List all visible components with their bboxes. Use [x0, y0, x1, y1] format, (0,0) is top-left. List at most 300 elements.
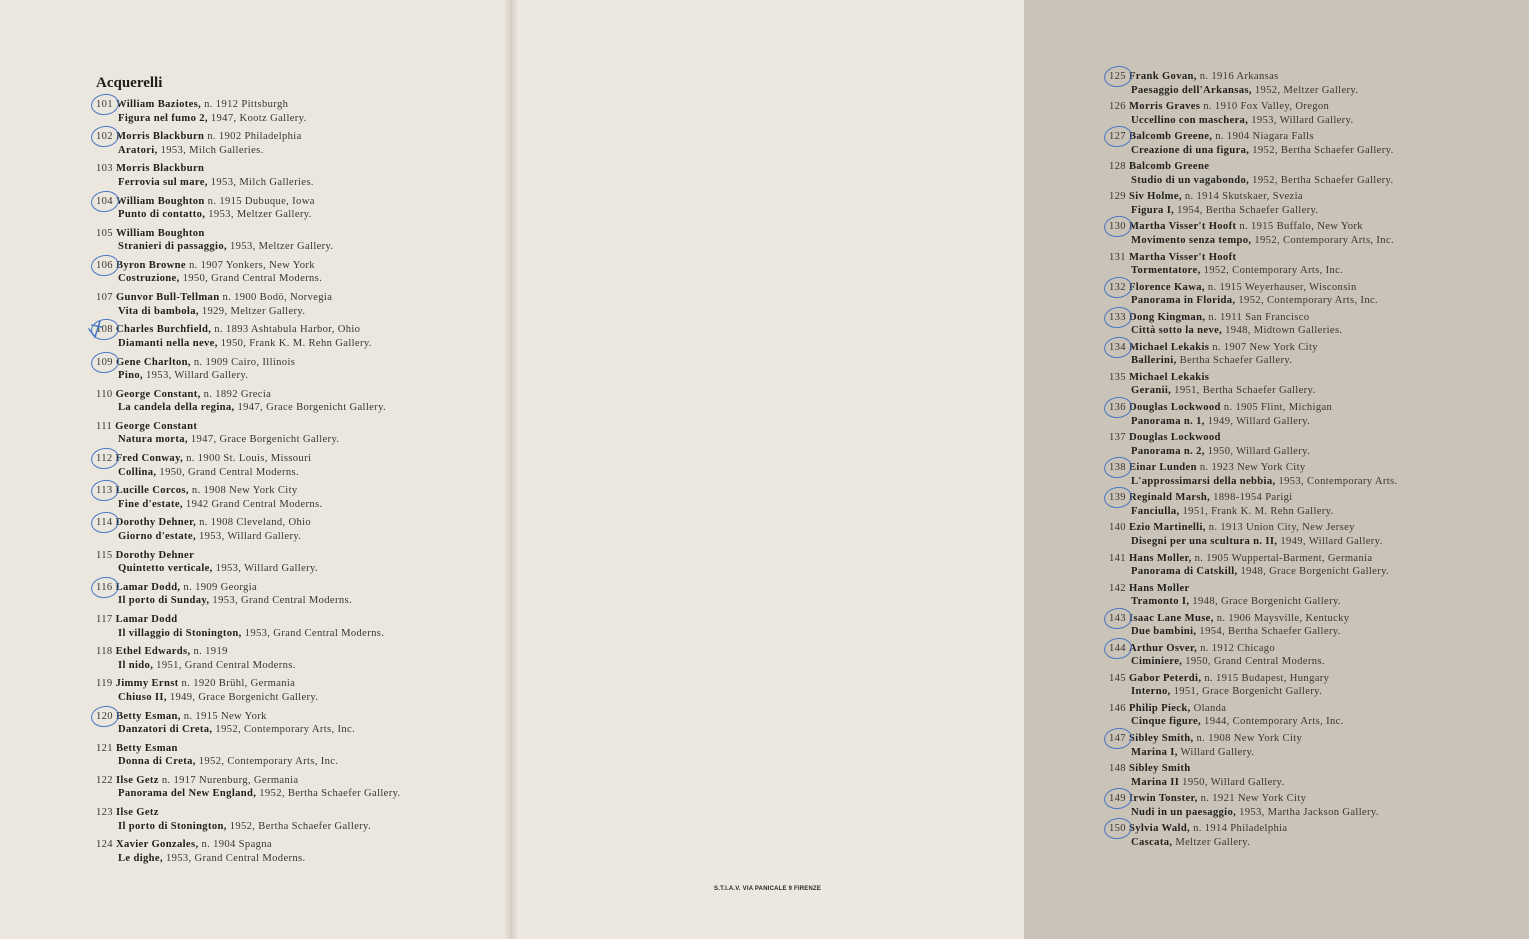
artist-details: n. 1914 Philadelphia	[1190, 823, 1288, 835]
artist-details: n. 1893 Ashtabula Harbor, Ohio	[211, 324, 361, 336]
artist-details: n. 1907 New York City	[1209, 341, 1318, 353]
work-info: 1947, Grace Borgenicht Gallery.	[234, 402, 387, 414]
entry-number: 106	[96, 259, 113, 271]
artist-details: n. 1915 Budapest, Hungary	[1201, 672, 1330, 684]
entry-number: 107	[96, 292, 113, 304]
catalog-entry	[1109, 612, 1529, 642]
entry-number: 132	[1109, 281, 1126, 293]
work-info: 1944, Contemporary Arts, Inc.	[1201, 716, 1344, 728]
entry-number: 134	[1109, 341, 1126, 353]
entry-artist-line	[1109, 792, 1529, 806]
work-info: 1953, Meltzer Gallery.	[205, 209, 312, 221]
entry-number: 108	[96, 324, 113, 336]
entry-work-line	[96, 176, 496, 190]
entry-artist-line	[1109, 311, 1529, 325]
catalog-entry	[1109, 461, 1529, 491]
entry-work-line	[96, 240, 496, 254]
entry-work-line	[96, 369, 496, 383]
work-title: Punto di contatto,	[118, 209, 206, 221]
catalog-entry	[1109, 251, 1529, 281]
entry-artist-line	[96, 645, 496, 659]
entry-artist-line	[1109, 70, 1529, 84]
work-title: Natura morta,	[118, 434, 188, 446]
work-info: 1947, Kootz Gallery.	[207, 112, 307, 124]
entry-work-line	[1109, 565, 1529, 579]
artist-name: Michael Lekakis	[1128, 341, 1210, 353]
artist-name: William Boughton	[115, 227, 205, 239]
artist-name: Siv Holme,	[1128, 191, 1182, 203]
catalog-entry	[96, 195, 496, 227]
entry-artist-line	[1109, 431, 1529, 445]
work-info: 1953, Martha Jackson Gallery.	[1236, 806, 1379, 818]
entry-work-line	[1109, 715, 1529, 729]
entry-number: 142	[1109, 582, 1126, 594]
entry-number: 141	[1109, 552, 1126, 564]
work-info: 1950, Grand Central Moderns.	[1182, 656, 1325, 668]
catalog-entry	[96, 356, 496, 388]
entry-work-line	[96, 337, 496, 351]
work-title: Fanciulla,	[1131, 505, 1180, 517]
entry-work-line	[1109, 174, 1529, 188]
work-info: Willard Gallery.	[1177, 746, 1255, 758]
catalog-entry	[1109, 281, 1529, 311]
printer-imprint: S.T.I.A.V. VIA PANICALE 9 FIRENZE	[714, 886, 822, 892]
entry-number: 105	[96, 227, 113, 239]
catalog-entry	[96, 645, 496, 677]
catalog-entry	[96, 162, 496, 194]
entry-work-line	[96, 466, 496, 480]
entry-artist-line	[1109, 762, 1529, 776]
entry-artist-line	[96, 581, 496, 595]
artist-name: William Boughton	[115, 195, 205, 207]
work-info: 1953, Willard Gallery.	[1248, 114, 1354, 126]
catalog-entry	[1109, 190, 1529, 220]
work-info: 1953, Grand Central Moderns.	[162, 852, 306, 864]
entry-artist-line	[96, 452, 496, 466]
entry-number: 101	[96, 99, 113, 110]
work-info: 1949, Willard Gallery.	[1277, 535, 1383, 547]
artist-name: Morris Graves	[1128, 101, 1201, 113]
entry-work-line	[1109, 415, 1529, 429]
artist-name: Ilse Getz	[115, 774, 159, 786]
entry-work-line	[1109, 746, 1529, 760]
entry-number: 120	[96, 710, 113, 722]
work-info: 1952, Contemporary Arts, Inc.	[1200, 265, 1344, 277]
artist-name: Ezio Martinelli,	[1128, 522, 1206, 534]
work-info: 1949, Willard Gallery.	[1204, 415, 1311, 427]
catalog-entry	[1109, 371, 1529, 401]
entry-artist-line	[1109, 281, 1529, 295]
entry-number: 147	[1109, 733, 1126, 745]
work-title: Il villaggio di Stonington,	[118, 627, 242, 639]
entry-number: 118	[96, 646, 113, 658]
artist-name: Philip Pieck,	[1128, 702, 1191, 714]
catalog-entry	[96, 581, 496, 613]
artist-name: Irwin Tonster,	[1128, 793, 1198, 805]
entry-artist-line	[1109, 251, 1529, 265]
entry-work-line	[1109, 264, 1529, 278]
artist-name: Dorothy Dehner,	[115, 517, 197, 529]
catalog-entry	[96, 227, 496, 259]
catalog-entry	[1109, 491, 1529, 521]
entry-artist-line	[96, 162, 496, 176]
artist-name: Frank Govan,	[1128, 71, 1197, 82]
entry-number: 112	[96, 453, 113, 465]
work-title: Ferrovia sul mare,	[118, 176, 208, 188]
work-title: Collina,	[118, 466, 157, 478]
catalog-entry	[1109, 762, 1529, 792]
entry-work-line	[1109, 625, 1529, 639]
artist-name: Balcomb Greene,	[1128, 131, 1213, 143]
entry-number: 131	[1109, 251, 1126, 263]
work-title: Quintetto verticale,	[118, 563, 213, 575]
entry-number: 125	[1109, 71, 1126, 82]
artist-details: n. 1907 Yonkers, New York	[185, 259, 315, 271]
entry-artist-line	[1109, 582, 1529, 596]
work-info: 1950, Willard Gallery.	[1179, 776, 1285, 788]
work-info: 1953, Contemporary Arts.	[1275, 475, 1398, 487]
entry-work-line	[1109, 234, 1529, 248]
work-title: Le dighe,	[118, 852, 163, 864]
artist-name: Einar Lunden	[1128, 462, 1197, 474]
entry-work-line	[1109, 685, 1529, 699]
entry-artist-line	[1109, 371, 1529, 385]
work-info: 1953, Meltzer Gallery.	[227, 241, 334, 253]
entry-artist-line	[96, 130, 496, 144]
work-title: Marina II	[1131, 776, 1180, 788]
artist-name: William Baziotes,	[115, 99, 202, 110]
entry-number: 148	[1109, 763, 1126, 775]
work-title: Aratori,	[118, 144, 158, 156]
work-info: 1950, Frank K. M. Rehn Gallery.	[217, 337, 372, 349]
entry-number: 119	[96, 678, 113, 690]
work-info: 1952, Meltzer Gallery.	[1251, 84, 1359, 96]
work-title: Figura I,	[1131, 204, 1175, 216]
work-info: 1954, Bertha Schaefer Gallery.	[1196, 626, 1341, 638]
catalog-entry	[1109, 220, 1529, 250]
entry-artist-line	[96, 195, 496, 209]
entry-work-line	[1109, 475, 1529, 489]
right-entry-list	[1109, 70, 1529, 852]
entry-work-line	[1109, 595, 1529, 609]
entry-artist-line	[96, 388, 496, 402]
work-info: 1929, Meltzer Gallery.	[198, 305, 306, 317]
artist-name: Betty Esman	[115, 742, 178, 754]
entry-work-line	[1109, 324, 1529, 338]
catalog-entry	[1109, 732, 1529, 762]
entry-work-line	[1109, 144, 1529, 158]
catalog-entry	[96, 710, 496, 742]
work-info: 1953, Willard Gallery.	[195, 530, 302, 542]
entry-work-line	[96, 852, 496, 866]
artist-name: Gunvor Bull-Tellman	[115, 292, 220, 304]
artist-name: Florence Kawa,	[1128, 281, 1205, 293]
work-title: Figura nel fumo 2,	[118, 112, 208, 124]
catalog-entry	[96, 259, 496, 291]
book-gutter	[505, 0, 517, 939]
artist-details: n. 1917 Nurenburg, Germania	[158, 774, 299, 786]
entry-number: 150	[1109, 823, 1126, 835]
entry-artist-line	[96, 742, 496, 756]
entry-artist-line	[1109, 220, 1529, 234]
entry-artist-line	[1109, 672, 1529, 686]
work-info: 1952, Bertha Schaefer Gallery.	[226, 820, 372, 832]
catalog-entry	[96, 420, 496, 452]
work-info: 1952, Bertha Schaefer Gallery.	[256, 788, 401, 800]
artist-details: n. 1916 Arkansas	[1196, 71, 1279, 82]
entry-work-line	[96, 112, 496, 126]
entry-artist-line	[1109, 160, 1529, 174]
entry-number: 117	[96, 614, 113, 625]
catalog-entry	[96, 677, 496, 709]
entry-number: 136	[1109, 402, 1126, 414]
work-info: 1951, Grand Central Moderns.	[153, 659, 296, 671]
catalog-entry	[1109, 70, 1529, 100]
entry-work-line	[96, 691, 496, 705]
artist-name: Michael Lekakis	[1128, 371, 1210, 383]
catalog-entry	[96, 130, 496, 162]
artist-details: n. 1912 Chicago	[1197, 642, 1276, 654]
catalog-entry	[96, 806, 496, 838]
work-title: Tramonto I,	[1131, 596, 1190, 608]
artist-name: George Constant,	[115, 388, 201, 400]
entry-work-line	[1109, 84, 1529, 98]
work-info: 1948, Grace Borgenicht Gallery.	[1237, 566, 1390, 577]
artist-name: Sylvia Wald,	[1128, 823, 1191, 835]
artist-details: n. 1913 Union City, New Jersey	[1205, 522, 1355, 534]
work-title: Chiuso II,	[118, 691, 167, 703]
work-title: Ballerini,	[1131, 355, 1177, 367]
entry-artist-line	[96, 98, 496, 112]
entry-number: 111	[96, 420, 113, 432]
entry-artist-line	[1109, 190, 1529, 204]
entry-number: 137	[1109, 432, 1126, 444]
catalog-entry	[1109, 642, 1529, 672]
entry-work-line	[96, 820, 496, 834]
catalog-entry	[96, 291, 496, 323]
artist-details: n. 1919	[190, 646, 228, 658]
work-info: 1947, Grace Borgenicht Gallery.	[187, 434, 340, 446]
artist-name: Hans Moller,	[1128, 552, 1192, 564]
catalog-entry	[96, 549, 496, 581]
artist-name: Ilse Getz	[115, 807, 159, 819]
artist-details: n. 1910 Fox Valley, Oregon	[1200, 101, 1330, 113]
entry-work-line	[96, 498, 496, 512]
entry-artist-line	[1109, 461, 1529, 475]
artist-name: Martha Visser't Hooft	[1128, 221, 1237, 233]
entry-artist-line	[96, 516, 496, 530]
entry-work-line	[1109, 535, 1529, 549]
catalog-entry	[96, 484, 496, 516]
entry-work-line	[96, 401, 496, 415]
entry-number: 115	[96, 549, 113, 561]
artist-name: Dong Kingman,	[1128, 311, 1206, 323]
artist-details: n. 1900 Bodö, Norvegia	[219, 292, 333, 304]
entry-number: 102	[96, 131, 113, 143]
entry-number: 122	[96, 774, 113, 786]
entry-number: 135	[1109, 371, 1126, 383]
entry-work-line	[96, 659, 496, 673]
work-title: Vita di bambola,	[118, 305, 199, 317]
work-title: Interno,	[1131, 686, 1171, 698]
entry-number: 138	[1109, 462, 1126, 474]
artist-details: n. 1900 St. Louis, Missouri	[183, 453, 312, 465]
work-info: 1951, Frank K. M. Rehn Gallery.	[1179, 505, 1334, 517]
entry-artist-line	[1109, 732, 1529, 746]
catalog-entry	[1109, 582, 1529, 612]
artist-name: Betty Esman,	[115, 710, 181, 722]
artist-details: n. 1892 Grecia	[200, 388, 272, 400]
catalog-entry	[1109, 311, 1529, 341]
artist-name: Arthur Osver,	[1128, 642, 1198, 654]
entry-number: 109	[96, 356, 113, 368]
artist-name: Reginald Marsh,	[1128, 492, 1211, 504]
artist-name: Lamar Dodd	[115, 614, 178, 625]
work-title: Uccellino con maschera,	[1131, 114, 1249, 126]
work-title: L'approssimarsi della nebbia,	[1131, 475, 1276, 487]
work-info: Meltzer Gallery.	[1172, 836, 1251, 848]
catalog-entry	[96, 613, 496, 645]
artist-details: Olanda	[1190, 702, 1227, 714]
catalog-entry	[96, 98, 496, 130]
entry-artist-line	[1109, 552, 1529, 566]
catalog-entry	[96, 774, 496, 806]
work-info: 1954, Bertha Schaefer Gallery.	[1174, 204, 1319, 216]
entry-work-line	[96, 144, 496, 158]
catalog-entry	[96, 323, 496, 355]
entry-work-line	[96, 305, 496, 319]
work-title: Panorama in Florida,	[1131, 295, 1236, 307]
entry-work-line	[1109, 114, 1529, 128]
entry-artist-line	[96, 677, 496, 691]
work-info: 1952, Contemporary Arts, Inc.	[1251, 234, 1394, 246]
artist-details: n. 1915 Weyerhauser, Wisconsin	[1204, 281, 1357, 293]
work-title: Cinque figure,	[1131, 716, 1202, 728]
entry-artist-line	[1109, 491, 1529, 505]
artist-name: Gabor Peterdi,	[1128, 672, 1202, 684]
work-title: Pino,	[118, 370, 144, 381]
artist-details: n. 1904 Spagna	[198, 839, 272, 851]
catalog-entry	[96, 742, 496, 774]
work-info: 1948, Midtown Galleries.	[1222, 325, 1343, 337]
entry-number: 149	[1109, 793, 1126, 805]
entry-work-line	[1109, 806, 1529, 820]
catalog-entry	[1109, 431, 1529, 461]
work-info: 1953, Milch Galleries.	[157, 144, 264, 156]
artist-name: Sibley Smith	[1128, 763, 1191, 775]
entry-number: 144	[1109, 642, 1126, 654]
artist-details: n. 1920 Brühl, Germania	[178, 678, 296, 690]
entry-number: 143	[1109, 612, 1126, 624]
entry-work-line	[1109, 776, 1529, 790]
artist-name: Charles Burchfield,	[115, 324, 212, 336]
entry-number: 129	[1109, 191, 1126, 203]
entry-work-line	[1109, 836, 1529, 850]
work-title: Il porto di Stonington,	[118, 820, 227, 832]
entry-artist-line	[96, 227, 496, 241]
catalog-entry	[96, 452, 496, 484]
artist-details: 1898-1954 Parigi	[1210, 492, 1293, 504]
entry-number: 145	[1109, 672, 1126, 684]
work-title: Il porto di Sunday,	[118, 595, 210, 607]
artist-name: Jimmy Ernst	[115, 678, 179, 690]
work-title: Panorama del New England,	[118, 788, 257, 800]
entry-artist-line	[1109, 341, 1529, 355]
entry-work-line	[96, 723, 496, 737]
entry-artist-line	[96, 710, 496, 724]
entry-work-line	[1109, 505, 1529, 519]
work-title: Costruzione,	[118, 273, 180, 285]
artist-name: George Constant	[115, 420, 198, 432]
artist-name: Lamar Dodd,	[115, 581, 181, 593]
work-info: 1950, Willard Gallery.	[1204, 445, 1311, 457]
work-info: 1952, Bertha Schaefer Gallery.	[1249, 174, 1394, 186]
entry-artist-line	[1109, 130, 1529, 144]
work-title: La candela della regina,	[118, 402, 235, 414]
entry-work-line	[96, 787, 496, 801]
entry-work-line	[96, 272, 496, 286]
entry-work-line	[1109, 384, 1529, 398]
work-info: 1950, Grand Central Moderns.	[156, 466, 299, 478]
work-info: 1942 Grand Central Moderns.	[182, 498, 323, 510]
catalog-entry	[1109, 130, 1529, 160]
catalog-entry	[96, 838, 496, 870]
entry-number: 121	[96, 742, 113, 754]
work-info: 1953, Grand Central Moderns.	[209, 595, 352, 607]
entry-number: 126	[1109, 101, 1126, 113]
catalog-entry	[1109, 401, 1529, 431]
handwritten-check-mark-icon	[86, 315, 114, 341]
catalog-entry	[1109, 552, 1529, 582]
entry-number: 140	[1109, 522, 1126, 534]
work-title: Donna di Creta,	[118, 756, 196, 768]
artist-name: Morris Blackburn	[115, 131, 205, 143]
entry-work-line	[1109, 445, 1529, 459]
work-title: Due bambini,	[1131, 626, 1197, 638]
right-page	[512, 0, 1398, 939]
artist-name: Ethel Edwards,	[115, 646, 191, 658]
work-info: 1951, Bertha Schaefer Gallery.	[1171, 385, 1316, 397]
work-title: Danzatori di Creta,	[118, 724, 213, 736]
artist-details: n. 1914 Skutskaer, Svezia	[1181, 191, 1303, 203]
section-title: Acquerelli	[96, 75, 163, 91]
artist-details: n. 1912 Pittsburgh	[201, 99, 289, 110]
entry-artist-line	[96, 613, 496, 627]
artist-details: n. 1905 Wuppertal-Barment, Germania	[1191, 552, 1373, 564]
entry-number: 110	[96, 388, 113, 400]
work-title: Il nido,	[118, 659, 154, 671]
work-title: Panorama n. 2,	[1131, 445, 1205, 457]
work-title: Creazione di una figura,	[1131, 144, 1250, 156]
entry-artist-line	[1109, 702, 1529, 716]
work-title: Giorno d'estate,	[118, 530, 196, 542]
entry-artist-line	[1109, 521, 1529, 535]
work-info: 1952, Bertha Schaefer Gallery.	[1249, 144, 1394, 156]
work-title: Cascata,	[1131, 836, 1173, 848]
entry-number: 123	[96, 807, 113, 819]
artist-details: n. 1921 New York City	[1197, 793, 1307, 805]
entry-artist-line	[1109, 612, 1529, 626]
entry-work-line	[96, 562, 496, 576]
entry-number: 130	[1109, 221, 1126, 233]
work-info: 1953, Willard Gallery.	[212, 563, 318, 575]
artist-details: n. 1915 Dubuque, Iowa	[204, 195, 315, 207]
artist-name: Sibley Smith,	[1128, 733, 1194, 745]
artist-details: n. 1908 Cleveland, Ohio	[196, 517, 312, 529]
catalog-entry	[96, 516, 496, 548]
work-title: Tormentatore,	[1131, 265, 1201, 277]
entry-number: 113	[96, 485, 113, 497]
